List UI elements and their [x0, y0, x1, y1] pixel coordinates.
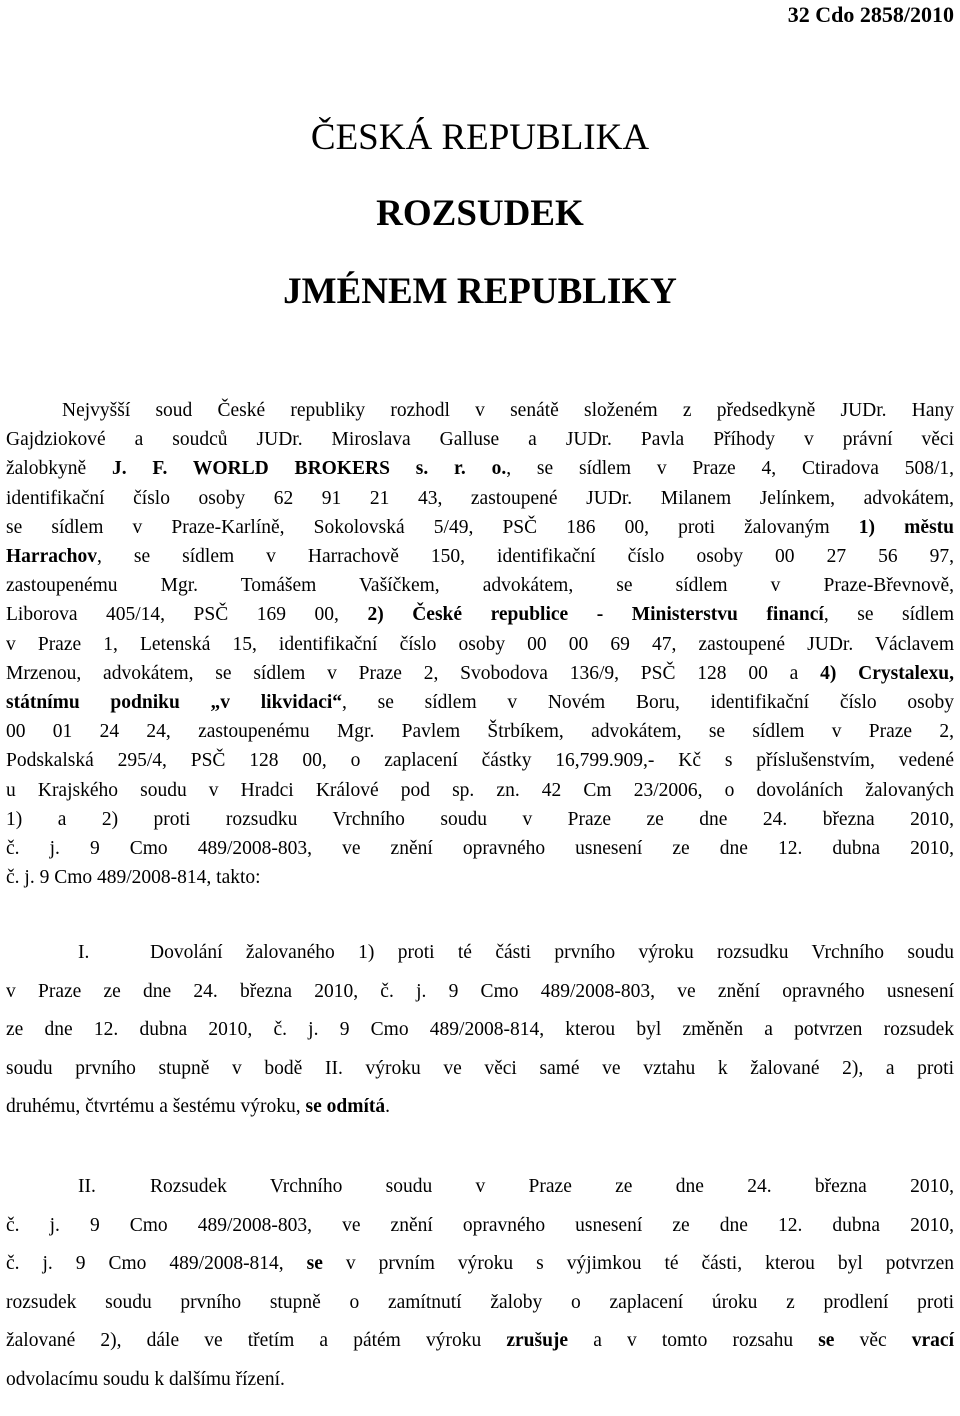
case-number: 32 Cdo 2858/2010 — [787, 2, 954, 27]
ruling-text: soudu prvního stupně v bodě II. výroku ve věci samé ve vztahu k žalované 2), a proti — [6, 1057, 954, 1079]
intro-line — [6, 746, 954, 775]
ruling-line — [6, 1168, 954, 1207]
ruling-text: Rozsudek Vrchního soudu v Praze ze dne 24. března 2010, — [150, 1176, 954, 1197]
intro-text: 00 01 24 24, zastoupenému Mgr. Pavlem Štrbíkem, advokátem, se sídlem v Praze 2, — [6, 721, 954, 743]
intro-line — [6, 542, 954, 571]
intro-text: , se sídlem v Praze 4, Ctiradova 508/1, — [506, 458, 955, 480]
ruling-verdict: zrušuje — [506, 1330, 569, 1352]
ruling-1 — [6, 934, 954, 1127]
intro-text: , se sídlem v Novém Boru, identifikační číslo osoby — [342, 692, 954, 714]
defendant-4-name: státnímu podniku „v likvidaci“ — [6, 692, 343, 714]
ruling-line — [6, 1284, 954, 1323]
ruling-text: rozsudek soudu prvního stupně o zamítnutí žaloby o zaplacení úroku z prodlení proti — [6, 1291, 954, 1313]
intro-line — [6, 513, 954, 542]
ruling-text: . — [385, 1096, 390, 1118]
intro-text: Nejvyšší soud České republiky rozhodl v senátě složeném z předsedkyně JUDr. Hany — [62, 400, 954, 421]
intro-text: identifikační číslo osoby 62 91 21 43, zastoupené JUDr. Milanem Jelínkem, advokátem, — [6, 487, 954, 509]
ruling-number: I. — [78, 942, 90, 963]
intro-paragraph — [6, 396, 954, 892]
ruling-2 — [6, 1168, 954, 1400]
intro-line — [6, 484, 954, 513]
intro-line — [6, 425, 954, 454]
ruling-number: II. — [78, 1176, 96, 1197]
heading-title: ROZSUDEK — [376, 193, 584, 234]
intro-text: č. j. 9 Cmo 489/2008-814, takto: — [6, 867, 261, 889]
heading-subtitle: JMÉNEM REPUBLIKY — [283, 271, 677, 312]
intro-line — [6, 659, 954, 688]
ruling-text: odvolacímu soudu k dalšímu řízení. — [6, 1368, 285, 1390]
ruling-verdict: se — [306, 1253, 323, 1275]
intro-text: , se sídlem v Harrachově 150, identifikační číslo osoby 00 27 56 97, — [96, 546, 954, 568]
ruling-line — [6, 1322, 954, 1361]
intro-text: Liborova 405/14, PSČ 169 00, — [6, 604, 368, 626]
ruling-text: Dovolání žalovaného 1) proti té části prvního výroku rozsudku Vrchního soudu — [150, 942, 954, 963]
ruling-text: č. j. 9 Cmo 489/2008-814, — [6, 1253, 307, 1275]
defendant-1-name: 1) městu — [858, 516, 954, 538]
ruling-line — [6, 1207, 954, 1246]
intro-text: v Praze 1, Letenská 15, identifikační číslo osoby 00 00 69 47, zastoupené JUDr. Václavem — [6, 633, 954, 655]
intro-line — [6, 396, 954, 425]
ruling-line — [6, 934, 954, 973]
ruling-text: č. j. 9 Cmo 489/2008-803, ve znění opravného usnesení ze dne 12. dubna 2010, — [6, 1214, 954, 1236]
ruling-line — [6, 1245, 954, 1284]
intro-line — [6, 630, 954, 659]
intro-text: žalobkyně — [6, 458, 112, 480]
intro-text: Mrzenou, advokátem, se sídlem v Praze 2, Svobodova 136/9, PSČ 128 00 a — [6, 662, 821, 684]
defendant-4-name: 4) Crystalexu, — [820, 662, 954, 684]
intro-text: Podskalská 295/4, PSČ 128 00, o zaplacení částky 16,799.909,- Kč s příslušenstvím, vedené — [6, 750, 954, 772]
ruling-line — [6, 973, 954, 1012]
ruling-text: a v tomto rozsahu — [568, 1330, 819, 1352]
defendant-2-name: 2) České republice - Ministerstvu financí — [367, 604, 824, 626]
intro-line — [6, 863, 954, 892]
intro-line — [6, 776, 954, 805]
ruling-text: druhému, čtvrtému a šestému výroku, — [6, 1096, 306, 1118]
ruling-verdict: vrací — [911, 1330, 954, 1352]
ruling-text: ze dne 12. dubna 2010, č. j. 9 Cmo 489/2008-814, kterou byl změněn a potvrzen rozsudek — [6, 1019, 954, 1041]
intro-text: Gajdziokové a soudců JUDr. Miroslava Galluse a JUDr. Pavla Příhody v právní věci — [6, 429, 954, 451]
intro-line — [6, 688, 954, 717]
heading-country: ČESKÁ REPUBLIKA — [310, 117, 650, 158]
ruling-line — [6, 1361, 954, 1400]
intro-line — [6, 600, 954, 629]
ruling-line — [6, 1050, 954, 1089]
intro-text: zastoupenému Mgr. Tomášem Vašíčkem, advokátem, se sídlem v Praze-Břevnově, — [6, 575, 954, 597]
intro-text: se sídlem v Praze-Karlíně, Sokolovská 5/49, PSČ 186 00, proti žalovaným — [6, 516, 859, 538]
intro-line — [6, 805, 954, 834]
ruling-line — [6, 1011, 954, 1050]
ruling-text: věc — [834, 1330, 912, 1352]
intro-line — [6, 834, 954, 863]
intro-line — [6, 454, 954, 483]
plaintiff-name: J. F. WORLD BROKERS s. r. o. — [111, 458, 507, 480]
ruling-text: v prvním výroku s výjimkou té části, kterou byl potvrzen — [322, 1253, 954, 1275]
intro-text: 1) a 2) proti rozsudku Vrchního soudu v Praze ze dne 24. března 2010, — [6, 808, 954, 830]
intro-line — [6, 571, 954, 600]
intro-line — [6, 717, 954, 746]
intro-text: , se sídlem — [823, 604, 955, 626]
ruling-text: žalované 2), dále ve třetím a pátém výroku — [6, 1330, 507, 1352]
defendant-1-name: Harrachov — [6, 546, 97, 568]
ruling-verdict: se odmítá — [305, 1096, 386, 1118]
ruling-verdict: se — [818, 1330, 835, 1352]
intro-text: č. j. 9 Cmo 489/2008-803, ve znění opravného usnesení ze dne 12. dubna 2010, — [6, 838, 954, 860]
ruling-line — [6, 1088, 954, 1127]
ruling-text: v Praze ze dne 24. března 2010, č. j. 9 Cmo 489/2008-803, ve znění opravného usnesení — [6, 980, 954, 1002]
intro-text: u Krajského soudu v Hradci Králové pod sp. zn. 42 Cm 23/2006, o dovoláních žalovaných — [6, 779, 954, 801]
